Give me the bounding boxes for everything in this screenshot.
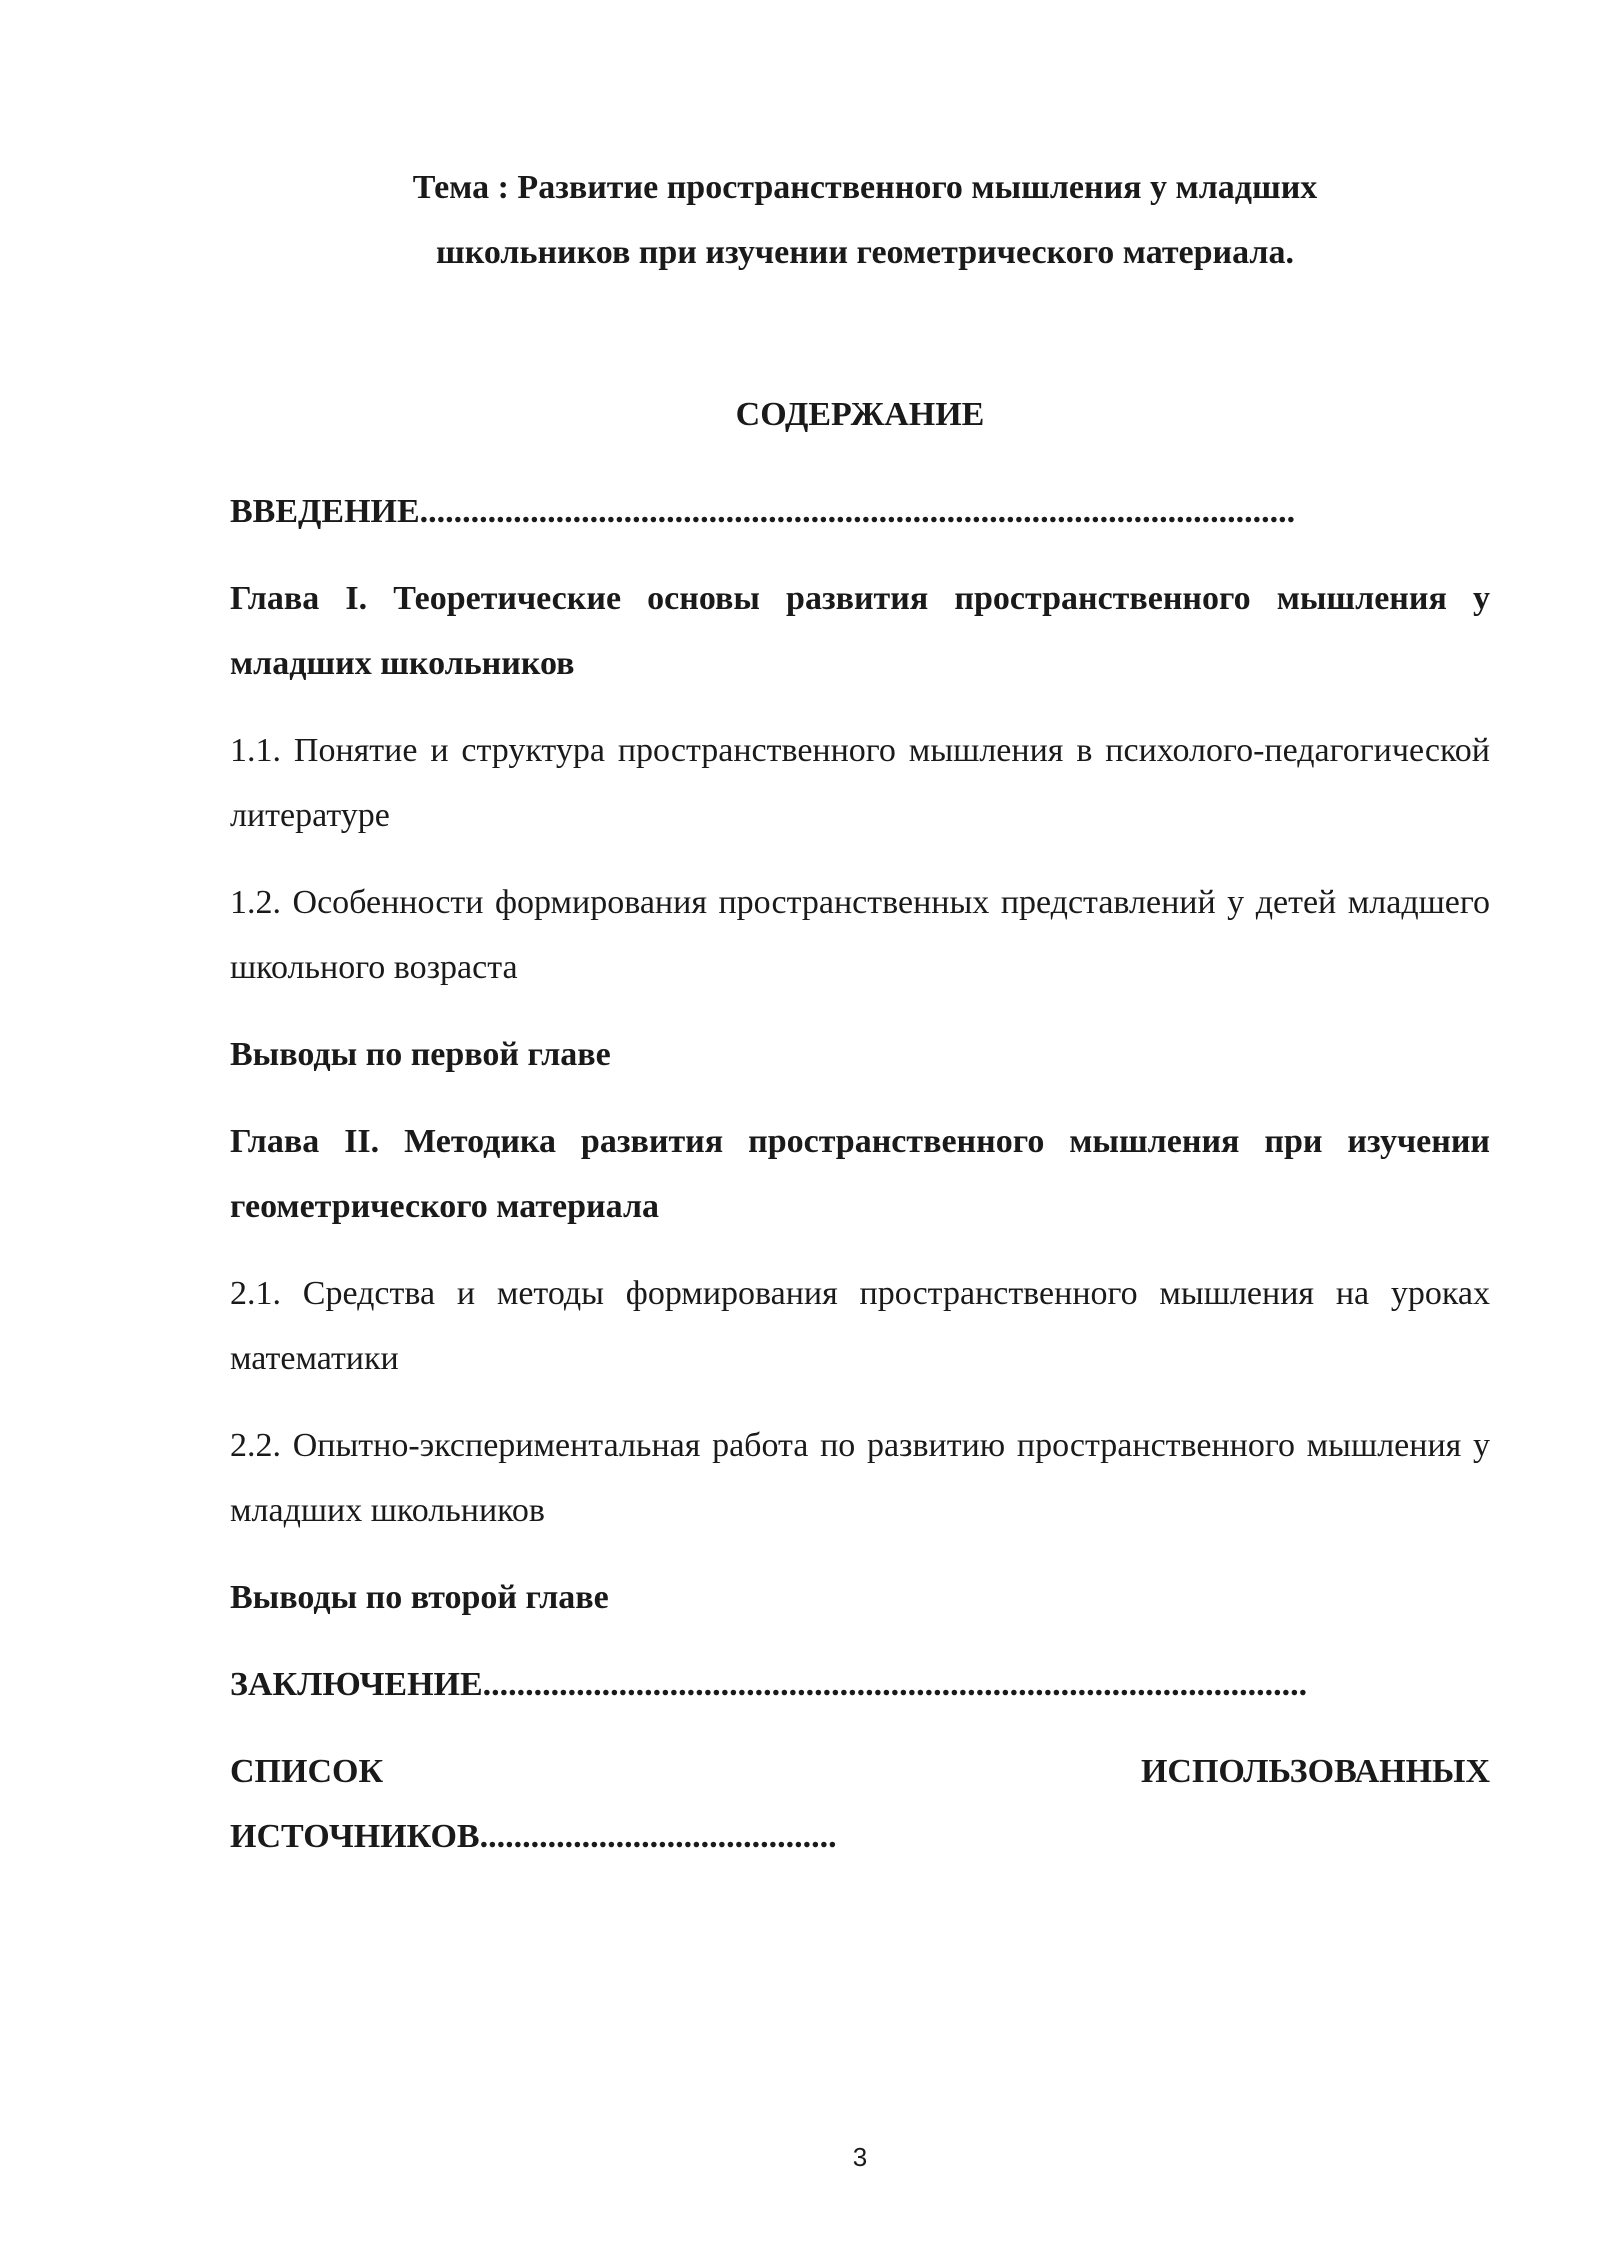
toc-entry-chapter-2: Глава II. Методика развития пространственного мышления при изучении геометрического материала — [230, 1123, 1490, 1225]
topic-line-2: школьников при изучении геометрического материала. — [436, 234, 1294, 271]
toc-entry-section-2-1: 2.1. Средства и методы формирования пространственного мышления на уроках математики — [230, 1275, 1490, 1377]
toc-entry-chapter-1: Глава I. Теоретические основы развития пространственного мышления у младших школьников — [230, 580, 1490, 682]
table-of-contents — [230, 479, 1490, 1869]
toc-entry-sources — [230, 1739, 1490, 1869]
sources-word-list: СПИСОК — [230, 1753, 384, 1790]
sources-second-line: ИСТОЧНИКОВ.......................................... — [230, 1818, 837, 1855]
toc-heading: СОДЕРЖАНИЕ — [735, 396, 985, 433]
toc-entry-conclusions-chapter-1: Выводы по первой главе — [230, 1036, 611, 1073]
document-topic — [330, 155, 1400, 285]
sources-word-used: ИСПОЛЬЗОВАННЫХ — [1140, 1753, 1490, 1790]
page-number: 3 — [852, 2142, 868, 2172]
topic-line-1: Тема : Развитие пространственного мышления у младших — [412, 169, 1318, 206]
toc-entry-conclusions-chapter-2: Выводы по второй главе — [230, 1579, 609, 1616]
toc-entry-section-1-2: 1.2. Особенности формирования пространственных представлений у детей младшего школьного возраста — [230, 884, 1490, 986]
toc-entry-section-2-2: 2.2. Опытно-экспериментальная работа по развитию пространственного мышления у младших школьников — [230, 1427, 1490, 1529]
toc-entry-introduction: ВВЕДЕНИЕ....................................................................................................... — [230, 493, 1296, 530]
sources-first-line — [230, 1739, 1490, 1804]
toc-entry-section-1-1: 1.1. Понятие и структура пространственного мышления в психолого-педагогической литературе — [230, 732, 1490, 834]
toc-entry-conclusion: ЗАКЛЮЧЕНИЕ................................................................................................. — [230, 1666, 1308, 1703]
